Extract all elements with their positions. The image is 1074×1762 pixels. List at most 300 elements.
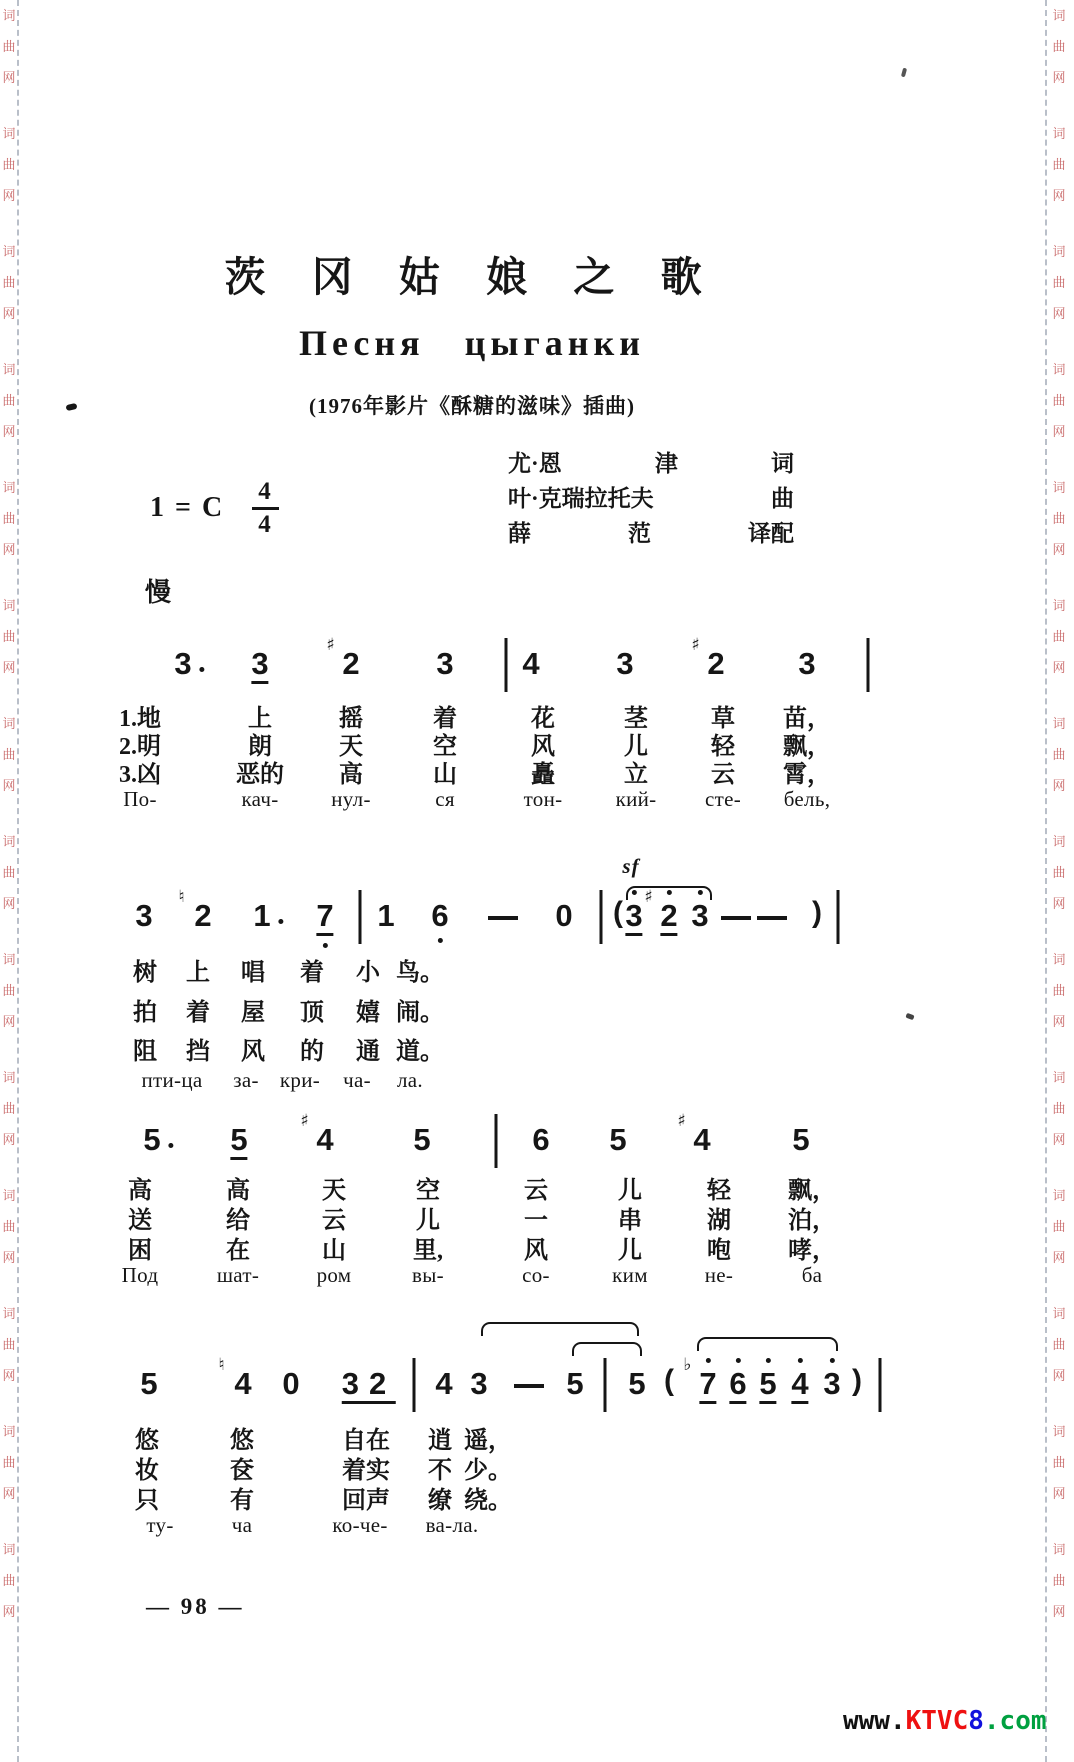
lyric-cell: 云 bbox=[711, 762, 735, 788]
lyric-cell: 泊， bbox=[788, 1208, 836, 1234]
edge-watermark-char: 词 bbox=[2, 1424, 16, 1439]
key-label: 1 = C bbox=[150, 492, 225, 523]
lyric-cell: 串 bbox=[618, 1208, 642, 1234]
note-digit: 3 bbox=[625, 900, 642, 936]
accidental: ♯ bbox=[644, 887, 653, 907]
music-line-2 bbox=[0, 887, 1074, 946]
lyric-cell: 的 bbox=[300, 1039, 324, 1065]
parenthesis: ) bbox=[812, 896, 822, 929]
note-5 bbox=[792, 1124, 809, 1155]
lyric-cell: 绕。 bbox=[464, 1488, 512, 1514]
edge-watermark-char: 曲 bbox=[1052, 865, 1066, 880]
note-5 bbox=[609, 1124, 626, 1155]
lyric-cell: со- bbox=[522, 1263, 550, 1287]
augmentation-dot bbox=[200, 667, 205, 672]
lyric-cell: 天 bbox=[322, 1178, 346, 1204]
edge-watermark-char: 曲 bbox=[1052, 275, 1066, 290]
lyric-cell: бель, bbox=[783, 787, 831, 811]
edge-watermark-char: 词 bbox=[2, 598, 16, 613]
lyrics-line2-russian bbox=[0, 1068, 1074, 1098]
note-0 bbox=[282, 1368, 299, 1399]
edge-watermark-char: 曲 bbox=[2, 393, 16, 408]
edge-watermark-char: 网 bbox=[2, 660, 16, 675]
accidental: ♯ bbox=[326, 635, 335, 655]
lyric-cell: 苗， bbox=[783, 706, 831, 732]
lyrics-line1-verse1 bbox=[0, 698, 1074, 732]
lyric-cell: 飘， bbox=[788, 1178, 836, 1204]
octave-dot-above bbox=[632, 890, 637, 895]
lyric-cell: за- bbox=[233, 1068, 259, 1092]
lyric-cell: 风 bbox=[241, 1039, 265, 1065]
augmentation-dot bbox=[279, 919, 284, 924]
note-digit: 3 bbox=[691, 898, 709, 933]
edge-watermark-char: 网 bbox=[2, 1014, 16, 1029]
music-line-1 bbox=[0, 635, 1074, 694]
note-5 bbox=[230, 1124, 247, 1160]
lyric-cell: 不 bbox=[428, 1458, 452, 1484]
edge-watermark-char: 网 bbox=[1052, 1368, 1066, 1383]
edge-watermark-char: 网 bbox=[1052, 1014, 1066, 1029]
note-digit: 5 bbox=[759, 1368, 776, 1404]
edge-watermark-char: 词 bbox=[2, 362, 16, 377]
edge-watermark-char: 曲 bbox=[2, 1337, 16, 1352]
edge-watermark-char: 词 bbox=[1052, 1306, 1066, 1321]
credit-text: 叶·克瑞拉托夫 bbox=[508, 486, 654, 511]
edge-watermark-char: 词 bbox=[1052, 362, 1066, 377]
note-digit: 1 bbox=[377, 898, 395, 933]
lyrics-line1-verse2 bbox=[0, 726, 1074, 760]
note-digit: 3 bbox=[436, 646, 454, 681]
lyrics-line4-russian bbox=[0, 1513, 1074, 1543]
edge-watermark-char: 曲 bbox=[1052, 1337, 1066, 1352]
note-2 bbox=[326, 635, 360, 681]
key-signature bbox=[150, 478, 279, 538]
edge-watermark-char: 网 bbox=[2, 542, 16, 557]
augmentation-dot bbox=[169, 1143, 174, 1148]
lyric-cell: 闹。 bbox=[396, 1000, 444, 1026]
lyric-cell: кий- bbox=[615, 787, 657, 811]
bar-line bbox=[495, 1114, 498, 1168]
edge-watermark-char: 网 bbox=[1052, 1132, 1066, 1147]
lyric-cell: 2.明 bbox=[119, 734, 161, 760]
accidental: ♭ bbox=[683, 1355, 692, 1375]
edge-watermark-char: 网 bbox=[2, 1604, 16, 1619]
edge-watermark-char: 曲 bbox=[2, 865, 16, 880]
lyric-cell: ча- bbox=[343, 1068, 371, 1092]
edge-watermark-char: 词 bbox=[1052, 1188, 1066, 1203]
lyric-cell: 只 bbox=[135, 1488, 159, 1514]
note-1 bbox=[377, 900, 394, 931]
octave-dot-above bbox=[706, 1358, 711, 1363]
lyric-cell: 逍 bbox=[428, 1428, 452, 1454]
edge-watermark-char: 曲 bbox=[1052, 983, 1066, 998]
octave-dot-above bbox=[830, 1358, 835, 1363]
edge-watermark-char: 词 bbox=[2, 716, 16, 731]
lyric-cell: 空 bbox=[433, 734, 457, 760]
edge-watermark-char: 曲 bbox=[2, 1219, 16, 1234]
ink-speck bbox=[901, 68, 907, 78]
edge-watermark-char: 网 bbox=[1052, 1604, 1066, 1619]
edge-watermark-char: 网 bbox=[2, 1250, 16, 1265]
edge-watermark-char: 曲 bbox=[1052, 629, 1066, 644]
lyrics-line2-verse1 bbox=[0, 952, 1074, 986]
lyric-cell: 花 bbox=[531, 706, 555, 732]
edge-watermark-char: 曲 bbox=[2, 39, 16, 54]
lyric-cell: ва-ла. bbox=[425, 1513, 479, 1537]
edge-watermark-char: 网 bbox=[1052, 1486, 1066, 1501]
lyric-cell: 自在 bbox=[342, 1428, 390, 1454]
bar-line bbox=[600, 890, 603, 944]
lyric-cell: 草 bbox=[711, 706, 735, 732]
lyric-cell: 着 bbox=[300, 960, 324, 986]
edge-watermark-char: 词 bbox=[1052, 1424, 1066, 1439]
note-5 bbox=[413, 1124, 430, 1155]
lyric-cell: 挡 bbox=[186, 1039, 210, 1065]
bar-line bbox=[604, 1358, 607, 1412]
lyric-cell: вы- bbox=[412, 1263, 444, 1287]
lyric-cell: 1.地 bbox=[119, 706, 161, 732]
lyrics-line3-verse3 bbox=[0, 1230, 1074, 1264]
lyric-cell: 山 bbox=[433, 762, 457, 788]
edge-watermark-char: 曲 bbox=[2, 1101, 16, 1116]
edge-watermark-char: 曲 bbox=[2, 275, 16, 290]
lyric-cell: 茎 bbox=[624, 706, 648, 732]
bar-line bbox=[359, 890, 362, 944]
lyric-cell: 儿 bbox=[416, 1208, 440, 1234]
lyric-cell: пти-ца bbox=[141, 1068, 203, 1092]
duration-dash bbox=[488, 916, 518, 920]
lyric-cell: 少。 bbox=[464, 1458, 512, 1484]
note-3 bbox=[251, 648, 268, 684]
edge-watermark-char: 网 bbox=[1052, 70, 1066, 85]
lyric-cell: 道。 bbox=[396, 1039, 444, 1065]
lyric-cell: 奁 bbox=[230, 1458, 254, 1484]
note-digit: 32 bbox=[342, 1368, 396, 1404]
bar-line bbox=[413, 1358, 416, 1412]
note-5 bbox=[143, 1124, 160, 1155]
lyric-cell: 朗 bbox=[248, 734, 272, 760]
octave-dot-below bbox=[438, 938, 443, 943]
note-digit: 3 bbox=[470, 1366, 488, 1401]
lyric-cell: 唱 bbox=[241, 960, 265, 986]
note-digit: 5 bbox=[143, 1122, 161, 1157]
edge-watermark-char: 词 bbox=[1052, 716, 1066, 731]
lyric-cell: 上 bbox=[248, 706, 272, 732]
lyric-cell: 困 bbox=[128, 1238, 152, 1264]
lyric-cell: 高 bbox=[339, 762, 363, 788]
edge-watermark-char: 词 bbox=[2, 834, 16, 849]
note-digit: 4 bbox=[791, 1368, 808, 1404]
edge-watermark-char: 网 bbox=[2, 70, 16, 85]
note-digit: 4 bbox=[234, 1366, 252, 1401]
lyric-cell: 空 bbox=[416, 1178, 440, 1204]
lyric-cell: 悠 bbox=[230, 1428, 254, 1454]
note-digit: 5 bbox=[628, 1366, 646, 1401]
lyric-cell: 着实 bbox=[342, 1458, 390, 1484]
edge-watermark-char: 词 bbox=[2, 244, 16, 259]
note-digit: 6 bbox=[431, 898, 449, 933]
lyric-cell: 风 bbox=[524, 1238, 548, 1264]
lyric-cell: кач- bbox=[241, 787, 279, 811]
note-0 bbox=[555, 900, 572, 931]
edge-watermark-char: 曲 bbox=[1052, 1573, 1066, 1588]
lyrics-line1-verse3 bbox=[0, 754, 1074, 788]
note-32 bbox=[341, 1366, 397, 1404]
lyric-cell: 顶 bbox=[300, 1000, 324, 1026]
edge-watermark-char: 曲 bbox=[1052, 1455, 1066, 1470]
note-digit: 5 bbox=[140, 1366, 158, 1401]
duration-dash bbox=[757, 916, 787, 920]
note-digit: 4 bbox=[435, 1366, 453, 1401]
edge-watermark-char: 曲 bbox=[1052, 1219, 1066, 1234]
lyric-cell: 妆 bbox=[135, 1458, 159, 1484]
note-digit: 3 bbox=[823, 1366, 841, 1401]
lyric-cell: 风 bbox=[531, 734, 555, 760]
lyric-cell: 儿 bbox=[618, 1178, 642, 1204]
lyric-cell: ром bbox=[316, 1263, 352, 1287]
lyric-cell: ся bbox=[435, 787, 455, 811]
lyric-cell: 悠 bbox=[135, 1428, 159, 1454]
edge-watermark-char: 网 bbox=[1052, 896, 1066, 911]
edge-watermark-char: 网 bbox=[2, 306, 16, 321]
parenthesis: ( bbox=[664, 1364, 674, 1397]
edge-watermark-char: 词 bbox=[2, 952, 16, 967]
edge-watermark-char: 词 bbox=[1052, 598, 1066, 613]
lyric-cell: тон- bbox=[523, 787, 563, 811]
credit-text: 范 bbox=[628, 521, 651, 546]
note-7 bbox=[316, 900, 333, 936]
note-digit: 2 bbox=[707, 646, 725, 681]
accidental: ♯ bbox=[677, 1111, 686, 1131]
edge-watermark-char: 网 bbox=[1052, 424, 1066, 439]
lyric-cell: 着 bbox=[433, 706, 457, 732]
lyric-cell: 霄， bbox=[783, 762, 831, 788]
edge-watermark-char: 曲 bbox=[1052, 511, 1066, 526]
edge-watermark-char: 词 bbox=[1052, 126, 1066, 141]
lyric-cell: 云 bbox=[322, 1208, 346, 1234]
lyric-cell: ту- bbox=[146, 1513, 174, 1537]
note-1 bbox=[253, 900, 270, 931]
accidental: ♯ bbox=[691, 635, 700, 655]
lyric-cell: 送 bbox=[128, 1208, 152, 1234]
edge-watermark-char: 网 bbox=[1052, 660, 1066, 675]
note-6 bbox=[431, 900, 448, 931]
tempo-marking: 慢 bbox=[145, 578, 172, 607]
note-digit: 6 bbox=[532, 1122, 550, 1157]
lyric-cell: 轻 bbox=[711, 734, 735, 760]
edge-watermark-char: 词 bbox=[1052, 244, 1066, 259]
watermark-segment: 8 bbox=[968, 1706, 984, 1736]
note-4 bbox=[300, 1111, 334, 1157]
watermark-segment: www. bbox=[843, 1706, 906, 1736]
accidental: ♮ bbox=[178, 887, 185, 907]
note-3 bbox=[798, 648, 815, 679]
slur-bracket bbox=[481, 1322, 639, 1336]
note-3 bbox=[470, 1368, 487, 1399]
note-digit: 7 bbox=[316, 900, 333, 936]
translator-row bbox=[508, 514, 794, 549]
credit-text: 词 bbox=[770, 451, 794, 476]
edge-watermark-char: 网 bbox=[2, 424, 16, 439]
edge-watermark-char: 词 bbox=[1052, 8, 1066, 23]
lyric-cell: ким bbox=[612, 1263, 648, 1287]
edge-watermark-char: 曲 bbox=[1052, 393, 1066, 408]
octave-dot-above bbox=[798, 1358, 803, 1363]
edge-watermark-char: 词 bbox=[2, 8, 16, 23]
lyrics-line3-russian bbox=[0, 1263, 1074, 1293]
edge-watermark-char: 曲 bbox=[1052, 747, 1066, 762]
edge-watermark-char: 曲 bbox=[2, 1573, 16, 1588]
lyric-cell: 回声 bbox=[342, 1488, 390, 1514]
dynamic-sf: sf bbox=[622, 854, 640, 878]
note-digit: 5 bbox=[230, 1124, 247, 1160]
edge-watermark-char: 网 bbox=[2, 188, 16, 203]
note-digit: 3 bbox=[616, 646, 634, 681]
lyric-cell: 摇 bbox=[339, 706, 363, 732]
music-line-3 bbox=[0, 1111, 1074, 1170]
note-3 bbox=[436, 648, 453, 679]
lyric-cell: 遥， bbox=[464, 1428, 512, 1454]
credit-text: 尤·恩 bbox=[508, 451, 562, 476]
note-digit: 4 bbox=[522, 646, 540, 681]
note-4 bbox=[791, 1368, 808, 1404]
time-signature bbox=[252, 478, 279, 538]
note-digit: 6 bbox=[729, 1368, 746, 1404]
octave-dot-above bbox=[766, 1358, 771, 1363]
lyric-cell: 屋 bbox=[241, 1000, 265, 1026]
note-digit: 4 bbox=[316, 1122, 334, 1157]
credit-text: 曲 bbox=[771, 486, 794, 511]
edge-watermark-char: 曲 bbox=[2, 983, 16, 998]
site-watermark bbox=[843, 1706, 1047, 1736]
watermark-segment: KTVC bbox=[905, 1706, 969, 1736]
lyricist-row bbox=[508, 444, 794, 479]
lyric-cell: 云 bbox=[524, 1178, 548, 1204]
edge-watermark-char: 词 bbox=[2, 1542, 16, 1557]
lyric-cell: 湖 bbox=[707, 1208, 731, 1234]
page-number: — 98 — bbox=[146, 1594, 245, 1619]
lyric-cell: ко-че- bbox=[332, 1513, 388, 1537]
note-digit: 3 bbox=[135, 898, 153, 933]
edge-watermark-char: 词 bbox=[2, 1306, 16, 1321]
note-digit: 5 bbox=[566, 1366, 584, 1401]
lyric-cell: 树 bbox=[133, 960, 157, 986]
edge-watermark-char: 曲 bbox=[2, 629, 16, 644]
note-4 bbox=[435, 1368, 452, 1399]
lyric-cell: 高 bbox=[128, 1178, 152, 1204]
edge-watermark-char: 网 bbox=[1052, 778, 1066, 793]
note-6 bbox=[532, 1124, 549, 1155]
lyric-cell: 轻 bbox=[707, 1178, 731, 1204]
lyric-cell: ла. bbox=[397, 1068, 423, 1092]
bar-line bbox=[867, 638, 870, 692]
time-signature-top: 4 bbox=[252, 478, 279, 510]
edge-watermark-char: 网 bbox=[2, 1132, 16, 1147]
edge-watermark-char: 词 bbox=[1052, 480, 1066, 495]
note-3 bbox=[135, 900, 152, 931]
note-digit: 5 bbox=[413, 1122, 431, 1157]
lyric-cell: 立 bbox=[624, 762, 648, 788]
lyrics-line2-verse3 bbox=[0, 1031, 1074, 1065]
lyric-cell: 高 bbox=[226, 1178, 250, 1204]
edge-watermark-char: 曲 bbox=[2, 1455, 16, 1470]
lyric-cell: ча bbox=[231, 1513, 253, 1537]
lyric-cell: 咆 bbox=[707, 1238, 731, 1264]
note-digit: 5 bbox=[792, 1122, 810, 1157]
note-3 bbox=[625, 900, 642, 936]
parenthesis: ) bbox=[852, 1364, 862, 1397]
note-digit: 2 bbox=[660, 900, 677, 936]
edge-watermark-char: 网 bbox=[2, 1368, 16, 1383]
credits-block bbox=[508, 444, 794, 549]
credit-text: 津 bbox=[654, 451, 678, 476]
edge-watermark-char: 词 bbox=[1052, 834, 1066, 849]
film-subtitle: (1976年影片《酥糖的滋味》插曲) bbox=[309, 394, 635, 418]
edge-watermark-char: 网 bbox=[1052, 542, 1066, 557]
edge-watermark-char: 曲 bbox=[1052, 39, 1066, 54]
lyric-cell: 矗 bbox=[531, 762, 555, 788]
edge-watermark-char: 词 bbox=[1052, 1070, 1066, 1085]
note-5 bbox=[759, 1368, 776, 1404]
note-3 bbox=[823, 1368, 840, 1399]
lyric-cell: не- bbox=[704, 1263, 734, 1287]
note-4 bbox=[218, 1355, 252, 1401]
edge-watermark-char: 网 bbox=[2, 778, 16, 793]
note-digit: 7 bbox=[699, 1368, 716, 1404]
lyric-cell: 阻 bbox=[133, 1039, 157, 1065]
octave-dot-above bbox=[736, 1358, 741, 1363]
note-digit: 0 bbox=[555, 898, 573, 933]
duration-dash bbox=[514, 1384, 544, 1388]
page-title-chinese: 茨 冈 姑 娘 之 歌 bbox=[224, 254, 720, 300]
octave-dot-below bbox=[323, 943, 328, 948]
time-signature-bottom: 4 bbox=[258, 510, 273, 538]
octave-dot-above bbox=[667, 890, 672, 895]
lyric-cell: 飘， bbox=[783, 734, 831, 760]
note-4 bbox=[677, 1111, 711, 1157]
lyric-cell: 3.凶 bbox=[119, 762, 161, 788]
lyric-cell: 上 bbox=[186, 960, 210, 986]
edge-watermark-char: 曲 bbox=[2, 511, 16, 526]
edge-watermark-char: 词 bbox=[2, 1070, 16, 1085]
parenthesis: ( bbox=[613, 896, 623, 929]
lyric-cell: шат- bbox=[216, 1263, 260, 1287]
edge-watermark-char: 曲 bbox=[1052, 157, 1066, 172]
note-5 bbox=[628, 1368, 645, 1399]
edge-watermark-char: 网 bbox=[2, 896, 16, 911]
lyric-cell: 给 bbox=[226, 1208, 250, 1234]
lyric-cell: 里, bbox=[413, 1238, 443, 1264]
note-digit: 0 bbox=[282, 1366, 300, 1401]
edge-watermark-char: 网 bbox=[1052, 188, 1066, 203]
lyric-cell: 一 bbox=[524, 1208, 548, 1234]
bar-line bbox=[879, 1358, 882, 1412]
music-line-4 bbox=[0, 1355, 1074, 1414]
lyric-cell: 嬉 bbox=[356, 1000, 380, 1026]
edge-watermark-char: 曲 bbox=[2, 157, 16, 172]
note-3 bbox=[691, 900, 708, 931]
tie-bracket bbox=[572, 1342, 642, 1356]
lyric-cell: Под bbox=[121, 1263, 159, 1287]
note-6 bbox=[729, 1368, 746, 1404]
note-5 bbox=[140, 1368, 157, 1399]
note-digit: 4 bbox=[693, 1122, 711, 1157]
lyric-cell: 小 bbox=[356, 960, 380, 986]
lyric-cell: 哮， bbox=[788, 1238, 836, 1264]
note-3 bbox=[174, 648, 191, 679]
edge-watermark-char: 网 bbox=[2, 1486, 16, 1501]
note-2 bbox=[178, 887, 212, 933]
